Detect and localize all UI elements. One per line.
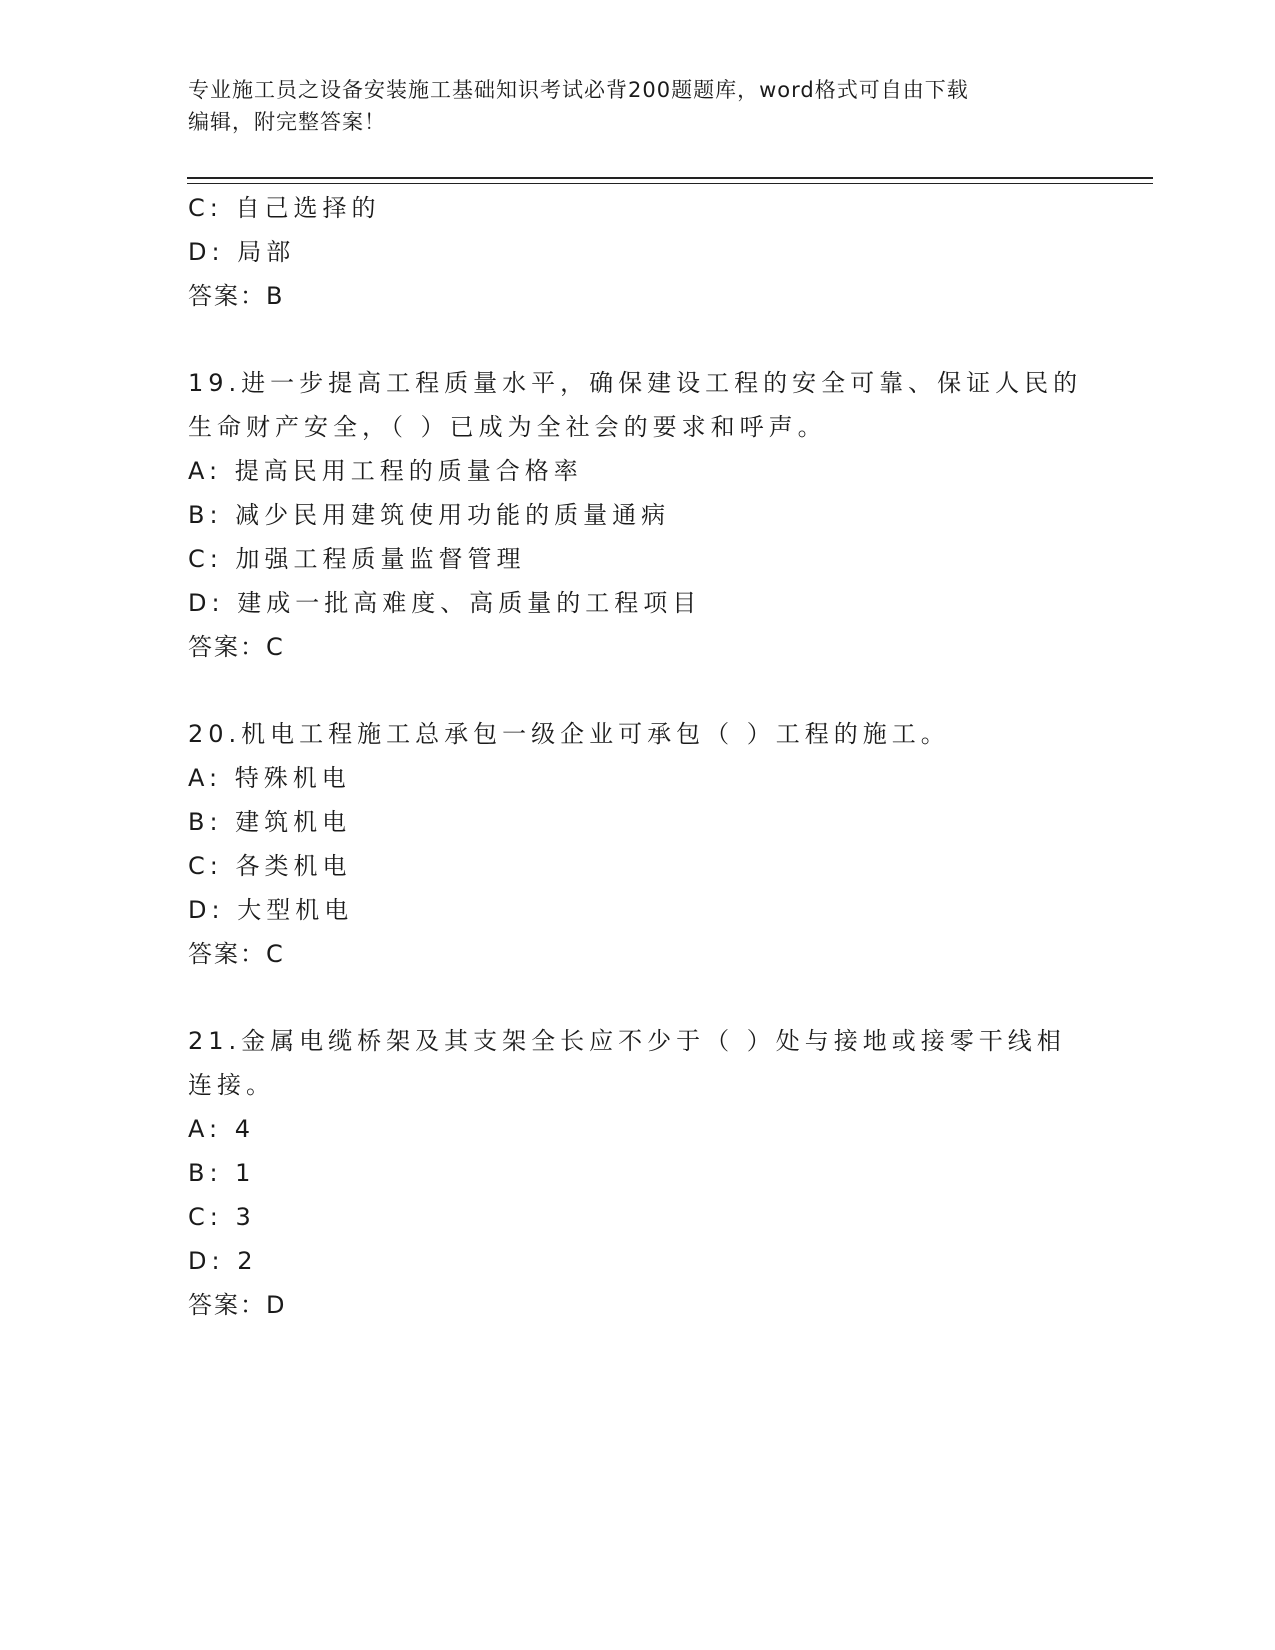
question-20-stem-line-1: 20.机电工程施工总承包一级企业可承包（ ）工程的施工。 bbox=[188, 720, 950, 748]
answer: 答案：B bbox=[188, 282, 285, 310]
question-21-stem-line-2: 连接。 bbox=[188, 1071, 275, 1099]
question-21-option-c: C: 3 bbox=[188, 1203, 256, 1231]
header-line-2: 编辑，附完整答案！ bbox=[188, 110, 386, 134]
question-20-option-a: A: 特殊机电 bbox=[188, 764, 351, 792]
question-21-answer: 答案：D bbox=[188, 1291, 287, 1319]
header-line-1: 专业施工员之设备安装施工基础知识考试必背200题题库，word格式可自由下载 bbox=[188, 78, 969, 102]
question-20-answer: 答案：C bbox=[188, 940, 285, 968]
question-19-option-c: C: 加强工程质量监督管理 bbox=[188, 545, 526, 573]
option-c: C: 自己选择的 bbox=[188, 194, 381, 222]
question-19-stem-line-2: 生命财产安全，（ ）已成为全社会的要求和呼声。 bbox=[188, 413, 827, 441]
question-19-answer: 答案：C bbox=[188, 633, 285, 661]
question-20-option-c: C: 各类机电 bbox=[188, 852, 352, 880]
question-19-option-a: A: 提高民用工程的质量合格率 bbox=[188, 457, 583, 485]
question-21-stem-line-1: 21.金属电缆桥架及其支架全长应不少于（ ）处与接地或接零干线相 bbox=[188, 1027, 1066, 1055]
option-d: D: 局部 bbox=[188, 238, 296, 266]
question-21-option-b: B: 1 bbox=[188, 1159, 256, 1187]
question-19-stem-line-1: 19.进一步提高工程质量水平，确保建设工程的安全可靠、保证人民的 bbox=[188, 369, 1083, 397]
question-19-option-d: D: 建成一批高难度、高质量的工程项目 bbox=[188, 589, 702, 617]
header-divider-thin bbox=[187, 183, 1153, 184]
question-21-option-d: D: 2 bbox=[188, 1247, 258, 1275]
question-20-option-d: D: 大型机电 bbox=[188, 896, 354, 924]
question-20-option-b: B: 建筑机电 bbox=[188, 808, 352, 836]
header-divider-thick bbox=[187, 177, 1153, 179]
document-header bbox=[188, 74, 1088, 138]
question-19-option-b: B: 减少民用建筑使用功能的质量通病 bbox=[188, 501, 671, 529]
question-21-option-a: A: 4 bbox=[188, 1115, 255, 1143]
